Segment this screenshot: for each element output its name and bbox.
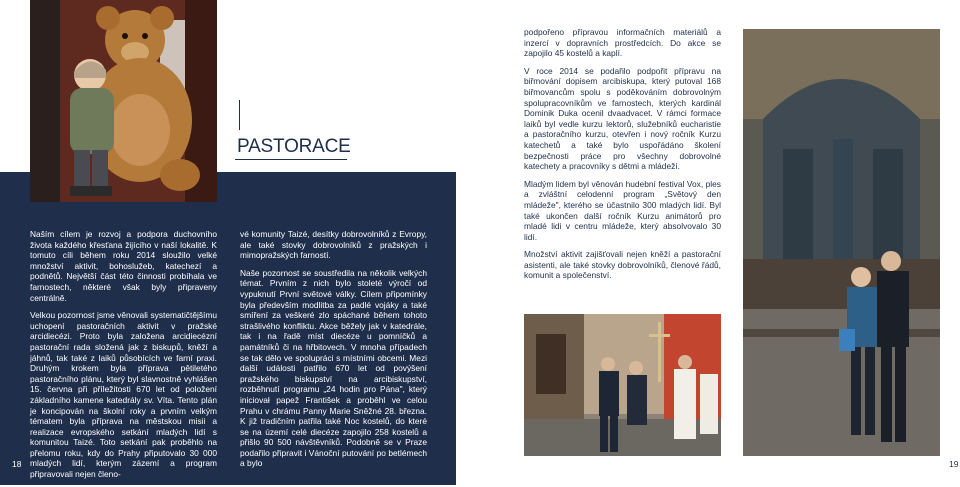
- title-accent-line: [239, 100, 240, 130]
- church-photo: [743, 29, 940, 456]
- paragraph: Naše pozornost se soustředila na několik velkých témat. Prvním z nich bylo stoleté výročí od vypuknutí První světové války. Cílem připomínky byla především modlitba za padlé vojáky a také smíření za veškeré zlo spáchané během tohoto strašlivého konfliktu. Akce běžely jak v katedrále, tak i na řadě míst diecéze u pomníčků a památníků či na hřbitovech. V mnoha případech se tak dělo ve spolupráci s místními obcemi. Mezi další události patřilo 670 let od povýšení pražského biskupství na arcibiskupství, rozběhnutí programu „24 hodin pro Pána", který iniciovał papež František a proběhl ve celou Prahu v chrámu Panny Marie Sněžné 28. března. K již tradičním patřila také Noc kostelů, do které se na území celé diecéze zapojilo 258 kostelů a přišlo 90 500 návštěvníků. Podobně se v Praze podařilo připravit i Vánoční putování po betlémech a bylo: [240, 267, 427, 469]
- section-title-block: [217, 100, 350, 170]
- left-page: [0, 0, 480, 485]
- left-text-column-1: [30, 229, 217, 487]
- teddy-bear-photo: [30, 0, 217, 202]
- page-number-right: 19: [949, 459, 959, 469]
- left-text-column-2: [240, 229, 427, 476]
- paragraph: Naším cílem je rozvoj a podpora duchovního života každého křesťana žijícího v naší lokalitě. K tomuto cíli během roku 2014 sloužilo velké množství aktivit, bohoslužeb, katechezí a podnětů. Největší část této činnosti probíhala ve farnostech, některé však byly připraveny centrálně.: [30, 229, 217, 303]
- paragraph: podpořeno přípravou informačních materiálů a inzercí v dopravních prostředcích. Do akce se zapojilo 45 kostelů a kaplí.: [524, 27, 721, 59]
- paragraph: vé komunity Taizé, desítky dobrovolníků z Evropy, ale také stovky dobrovolníků z pražských i mimopražských farností.: [240, 229, 427, 261]
- section-title: PASTORACE: [237, 136, 351, 157]
- title-underline: [235, 159, 347, 160]
- procession-photo: [524, 314, 721, 456]
- paragraph: Mladým lidem byl věnován hudební festival Vox, ples a zvláštní celodenní program „Světový den mládeže", kterého se účastnilo 300 mladých lidí. Byl také ukončen další ročník Kurzu animátorů pro mladé lidi v centru mládeže, který absolvovalo 30 lidí.: [524, 178, 721, 242]
- right-text-column: [524, 27, 721, 288]
- page-number-left: 18: [12, 459, 22, 469]
- paragraph: Množství aktivit zajišťovali nejen kněží a pastorační asistenti, ale také stovky dobrovolníků, členové řádů, komunit a společenství.: [524, 249, 721, 281]
- paragraph: Velkou pozornost jsme věnovali systematičtějšímu uchopení pastoračních aktivit v pražské arcidiecézi. Proto byla založena arcidiecézní pastorační rada složená jak z biskupů, kněží a jáhnů, tak také z laiků působících ve farní praxi. Druhým krokem byla příprava pětiletého pastoračního plánu, který byl slavnostně vyhlášen 15. června při příležitosti 670 let od položení základního kamene katedrály sv. Víta. Tento plán je koncipován na školní roky a prvním velkým tématem byla příprava na městskou misii a realizace evropského setkání mladých lidí s komunitou Taizé. Toto setkání pak proběhlo na přelomu roku, kdy do Prahy připutovalo 30 000 mladých lidí, kterým zázemí a program připravovali nejen členo-: [30, 310, 217, 480]
- paragraph: V roce 2014 se podařilo podpořit přípravu na biřmování dopisem arcibiskupa, který putoval 168 biřmovancům spolu s poděkováním dobrovolným spolupracovníkům ve farnostech, kterých kardinál Dominik Duka ocenil dvaadvacet. V rámci formace laiků byl vedle kurzu lektorů, služebníků eucharistie a pastoračního kurzu, otevřen i nový ročník Kurzu katechetů a také bylo uspořádáno školení bezpečnosti práce pro všechny dobrovolné katechety a pracovníky s dětmi a mládeží.: [524, 65, 721, 172]
